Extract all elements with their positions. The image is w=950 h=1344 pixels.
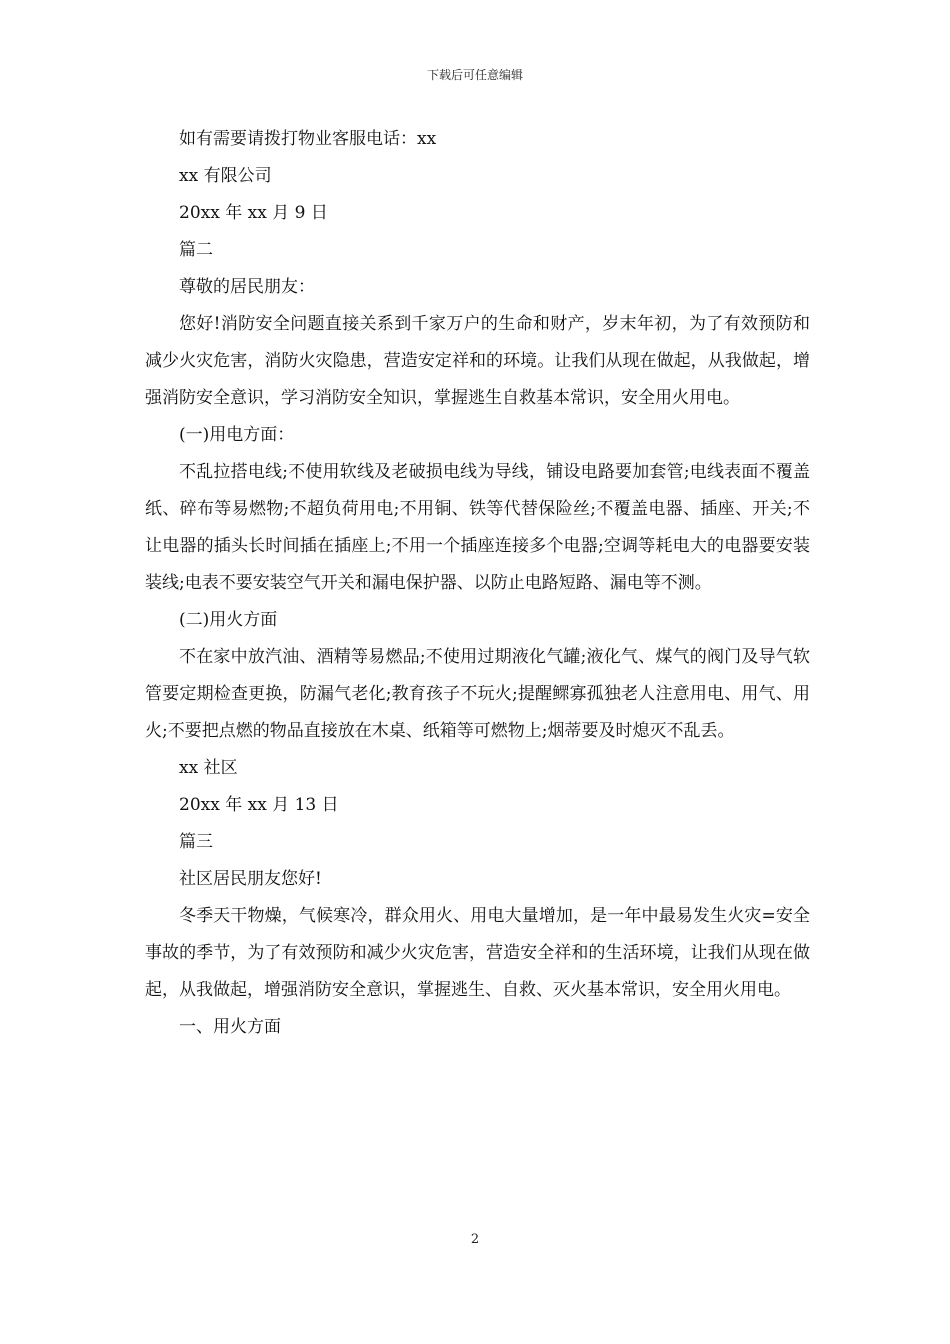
paragraph-winter: 冬季天干物燥，气候寒冷，群众用火、用电大量增加，是一年中最易发生火灾=安全事故的季节，为了有效预防和减少火灾危害，营造安全祥和的生活环境，让我们从现在做起，从我做起，增强消防安全意识，掌握逃生、自救、灭火基本常识，安全用火用电。: [145, 906, 810, 1000]
company-signature: xx 有限公司: [179, 166, 272, 186]
paragraph-intro: 您好!消防安全问题直接关系到千家万户的生命和财产，岁末年初，为了有效预防和减少火灾危害，消防火灾隐患，营造安定祥和的环境。让我们从现在做起，从我做起，增强消防安全意识，学习消防安全知识，掌握逃生自救基本常识，安全用火用电。: [145, 314, 810, 408]
contact-line: 如有需要请拨打物业客服电话：xx: [179, 129, 437, 149]
subheading-electricity: (一)用电方面：: [179, 425, 295, 445]
paragraph-fire: 不在家中放汽油、酒精等易燃品;不使用过期液化气罐;液化气、煤气的阀门及导气软管要定期检查更换，防漏气老化;教育孩子不玩火;提醒鳏寡孤独老人注意用电、用气、用火;不要把点燃的物品直接放在木桌、纸箱等可燃物上;烟蒂要及时熄灭不乱丢。: [145, 647, 810, 741]
community-signature: xx 社区: [179, 758, 238, 778]
document-body: [145, 121, 810, 1046]
subheading-fire-use: 一、用火方面: [179, 1017, 281, 1037]
page-number: 2: [470, 1232, 480, 1247]
date-line-1: 20xx 年 xx 月 9 日: [179, 203, 328, 223]
subheading-fire: (二)用火方面: [179, 610, 278, 630]
date-line-2: 20xx 年 xx 月 13 日: [179, 795, 339, 815]
salutation-1: 尊敬的居民朋友：: [179, 277, 315, 297]
salutation-2: 社区居民朋友您好!: [179, 869, 322, 889]
page-header-note: 下载后可任意编辑: [426, 68, 523, 82]
section-heading-2: 篇二: [179, 240, 213, 260]
paragraph-electricity: 不乱拉搭电线;不使用软线及老破损电线为导线，铺设电路要加套管;电线表面不覆盖纸、碎布等易燃物;不超负荷用电;不用铜、铁等代替保险丝;不覆盖电器、插座、开关;不让电器的插头长时间插在插座上;不用一个插座连接多个电器;空调等耗电大的电器要安装装线;电表不要安装空气开关和漏电保护器、以防止电路短路、漏电等不测。: [145, 462, 810, 593]
section-heading-3: 篇三: [179, 832, 213, 852]
